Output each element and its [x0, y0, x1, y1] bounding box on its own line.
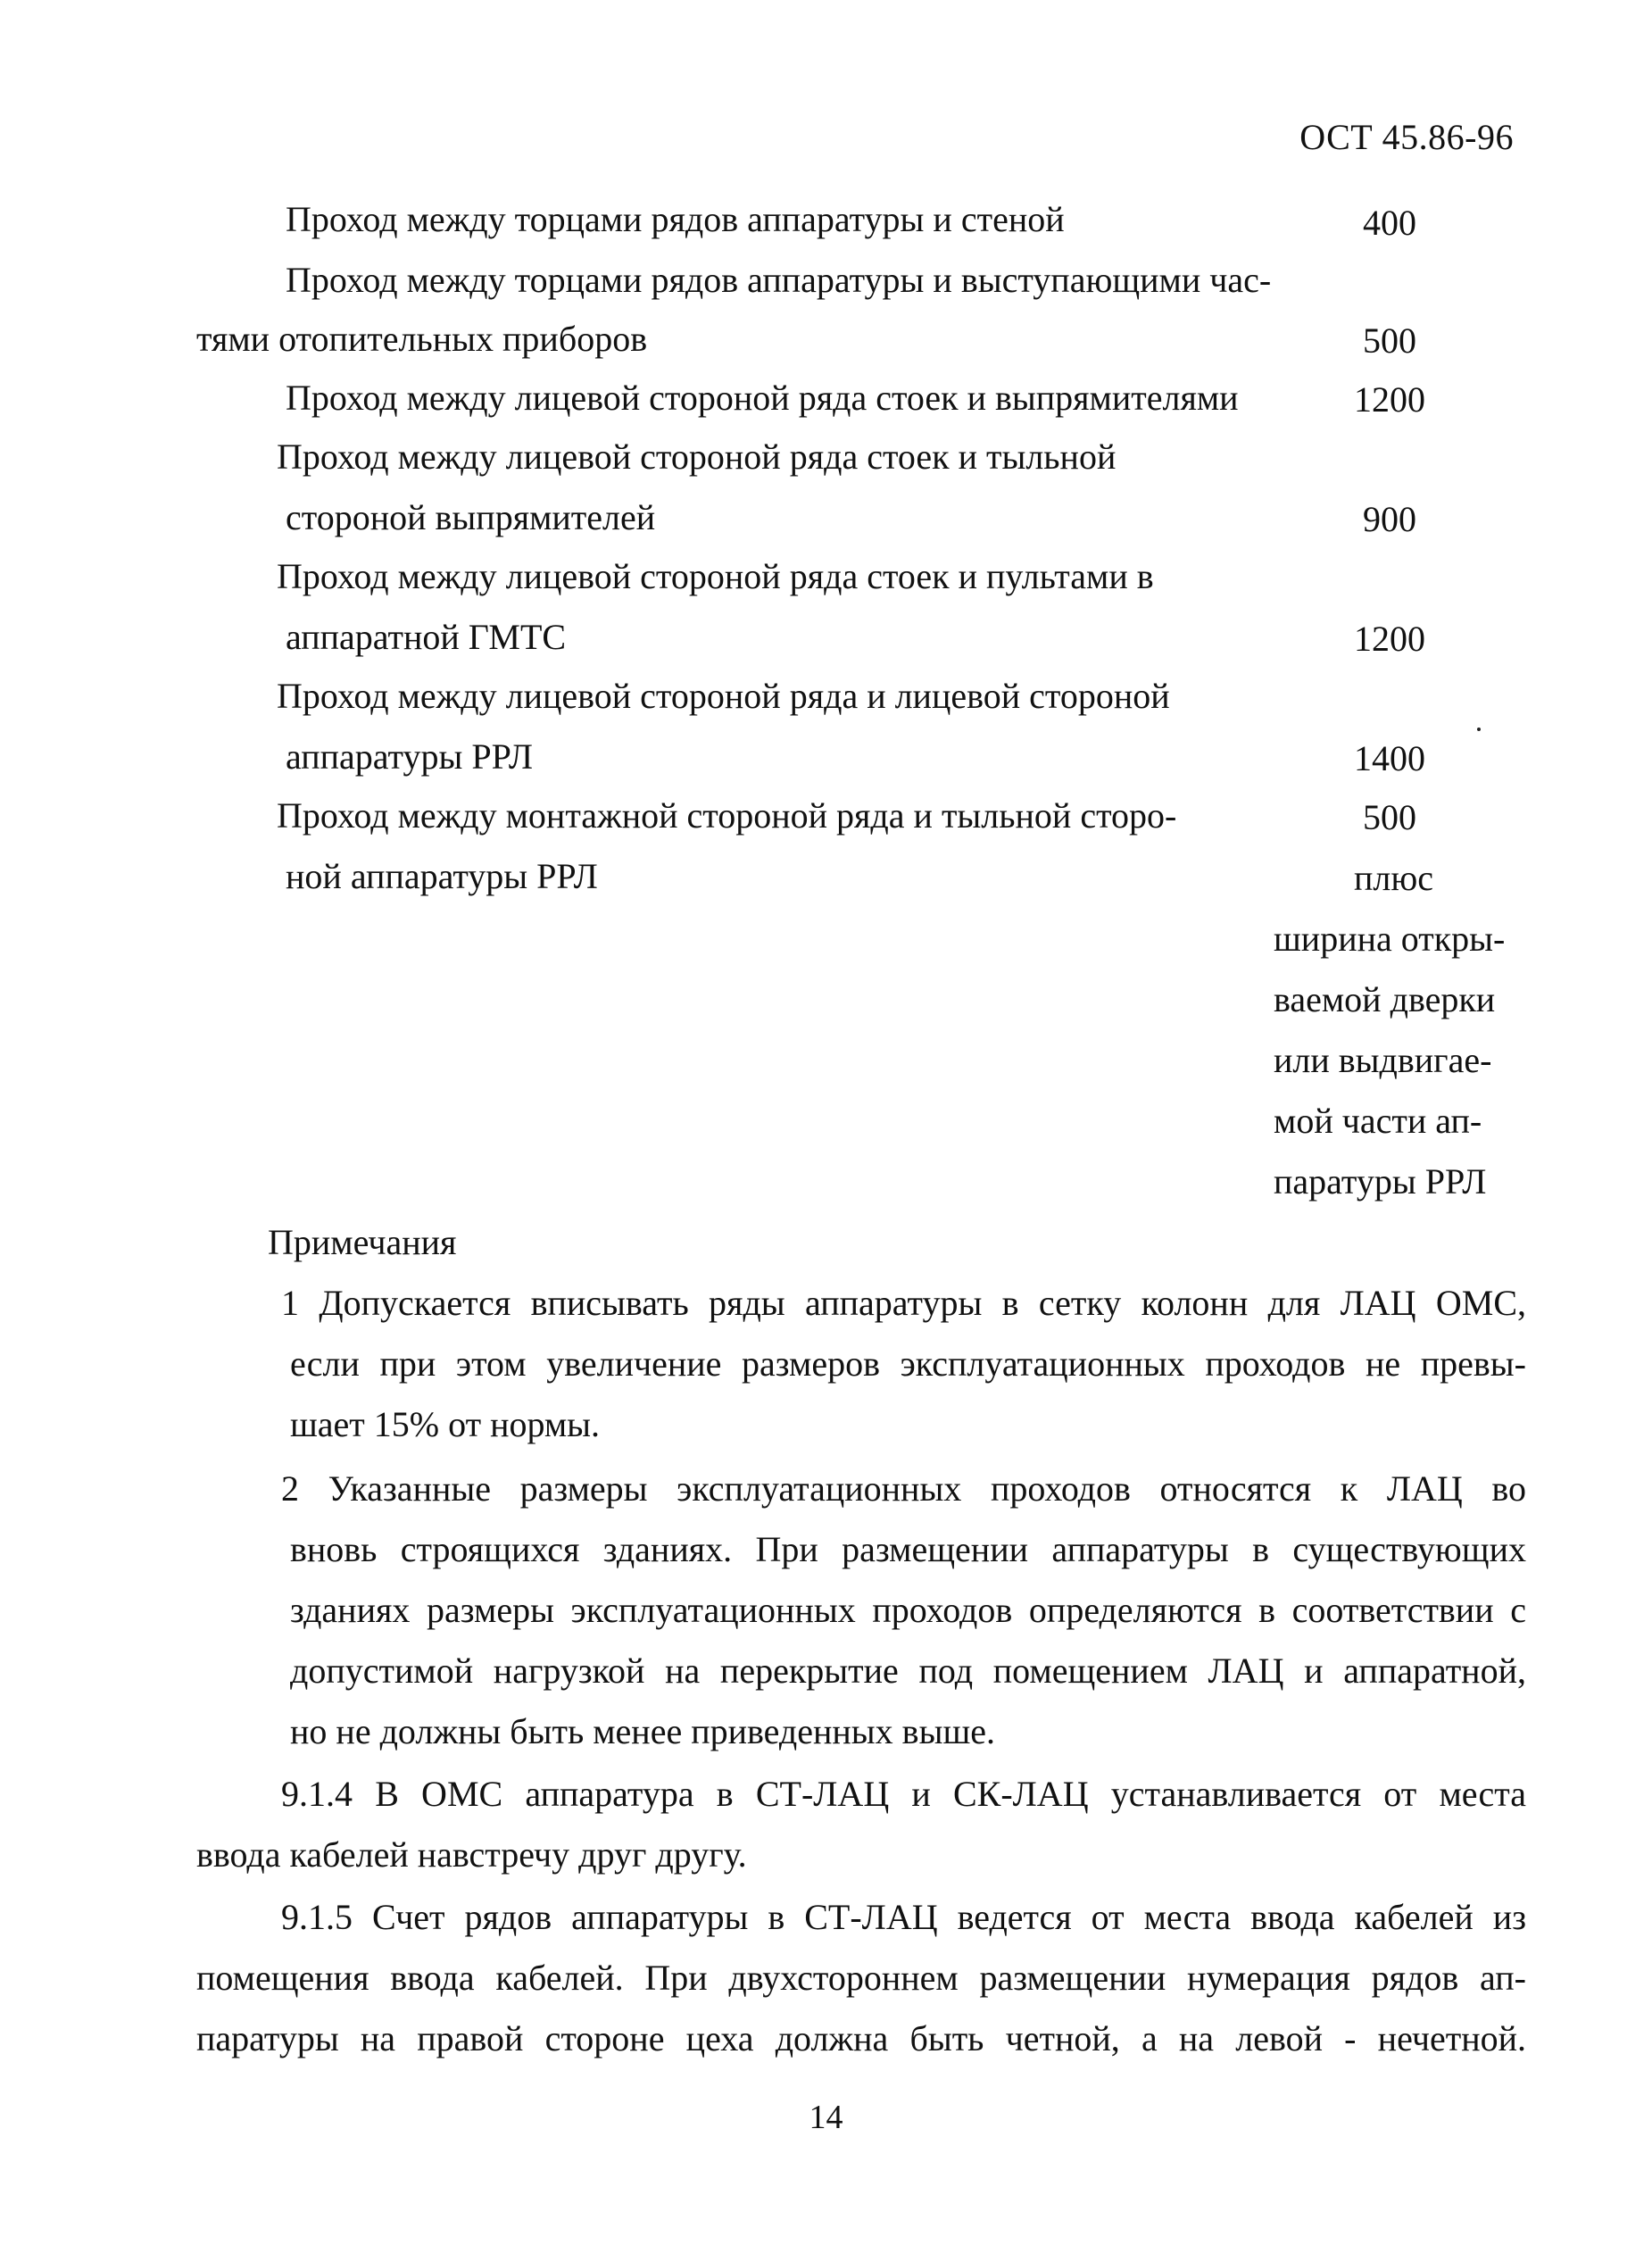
row-6-text: Проход между лицевой стороной ряда и лицевой стороной: [277, 676, 1170, 716]
section-9-1-4-line: 9.1.4 В ОМС аппаратура в СТ-ЛАЦ и СК-ЛАЦ устанавливается от места: [281, 1774, 1526, 1814]
row-5-text: Проход между лицевой стороной ряда стоек и пультами в: [277, 556, 1154, 596]
row-5-text: аппаратной ГМТС: [286, 617, 567, 657]
note-2-line: зданиях размеры эксплуатационных проходов определяются в соответствии с: [290, 1590, 1526, 1630]
section-9-1-5-line: паратуры на правой стороне цеха должна быть четной, а на левой - нечетной.: [196, 2018, 1526, 2058]
row-7-value-note: или выдвигае-: [1274, 1040, 1492, 1080]
row-4-text: стороной выпрямителей: [286, 497, 656, 537]
row-1-text: Проход между торцами рядов аппаратуры и стеной: [286, 199, 1065, 239]
document-code: ОСТ 45.86-96: [1299, 117, 1514, 157]
row-7-value: 500: [1363, 797, 1416, 837]
note-1-line: 1 Допускается вписывать ряды аппаратуры в сетку колонн для ЛАЦ ОМС,: [281, 1283, 1526, 1323]
row-4-text: Проход между лицевой стороной ряда стоек и тыльной: [277, 437, 1117, 477]
note-2-line: допустимой нагрузкой на перекрытие под помещением ЛАЦ и аппаратной,: [290, 1651, 1526, 1691]
section-9-1-5-line: 9.1.5 Счет рядов аппаратуры в СТ-ЛАЦ ведется от места ввода кабелей из: [281, 1897, 1526, 1937]
row-7-value-note: мой части ап-: [1274, 1101, 1482, 1141]
row-3-text: Проход между лицевой стороной ряда стоек и выпрямителями: [286, 378, 1239, 418]
section-9-1-4-line: ввода кабелей навстречу друг другу.: [196, 1834, 747, 1875]
row-2-value: 500: [1363, 320, 1416, 361]
note-1-line: если при этом увеличение размеров эксплуатационных проходов не превы-: [290, 1343, 1526, 1384]
row-4-value: 900: [1363, 499, 1416, 539]
row-6-text: аппаратуры РРЛ: [286, 736, 533, 777]
note-2-line: 2 Указанные размеры эксплуатационных проходов относятся к ЛАЦ во: [281, 1468, 1526, 1509]
row-1-value: 400: [1363, 203, 1416, 243]
row-6-value: 1400: [1354, 738, 1425, 778]
row-7-value-note: ваемой дверки: [1274, 979, 1496, 1019]
row-7-value-note: паратуры РРЛ: [1274, 1161, 1487, 1202]
section-9-1-5-line: помещения ввода кабелей. При двухстороннем размещении нумерация рядов ап-: [196, 1958, 1526, 1998]
row-7-text: ной аппаратуры РРЛ: [286, 856, 598, 896]
row-7-value-note: ширина откры-: [1274, 919, 1506, 959]
scan-speck: [1477, 728, 1481, 731]
row-7-text: Проход между монтажной стороной ряда и тыльной сторо-: [277, 795, 1177, 836]
notes-title: Примечания: [268, 1222, 457, 1262]
note-1-line: шает 15% от нормы.: [290, 1404, 601, 1444]
note-2-line: вновь строящихся зданиях. При размещении аппаратуры в существующих: [290, 1529, 1526, 1569]
row-7-value-note: плюс: [1354, 858, 1434, 898]
row-2-text: тями отопительных приборов: [196, 319, 648, 359]
row-2-text: Проход между торцами рядов аппаратуры и выступающими час-: [286, 260, 1272, 300]
row-3-value: 1200: [1354, 379, 1425, 420]
row-5-value: 1200: [1354, 619, 1425, 659]
page-number: 14: [809, 2099, 843, 2136]
note-2-line: но не должны быть менее приведенных выше.: [290, 1711, 995, 1751]
